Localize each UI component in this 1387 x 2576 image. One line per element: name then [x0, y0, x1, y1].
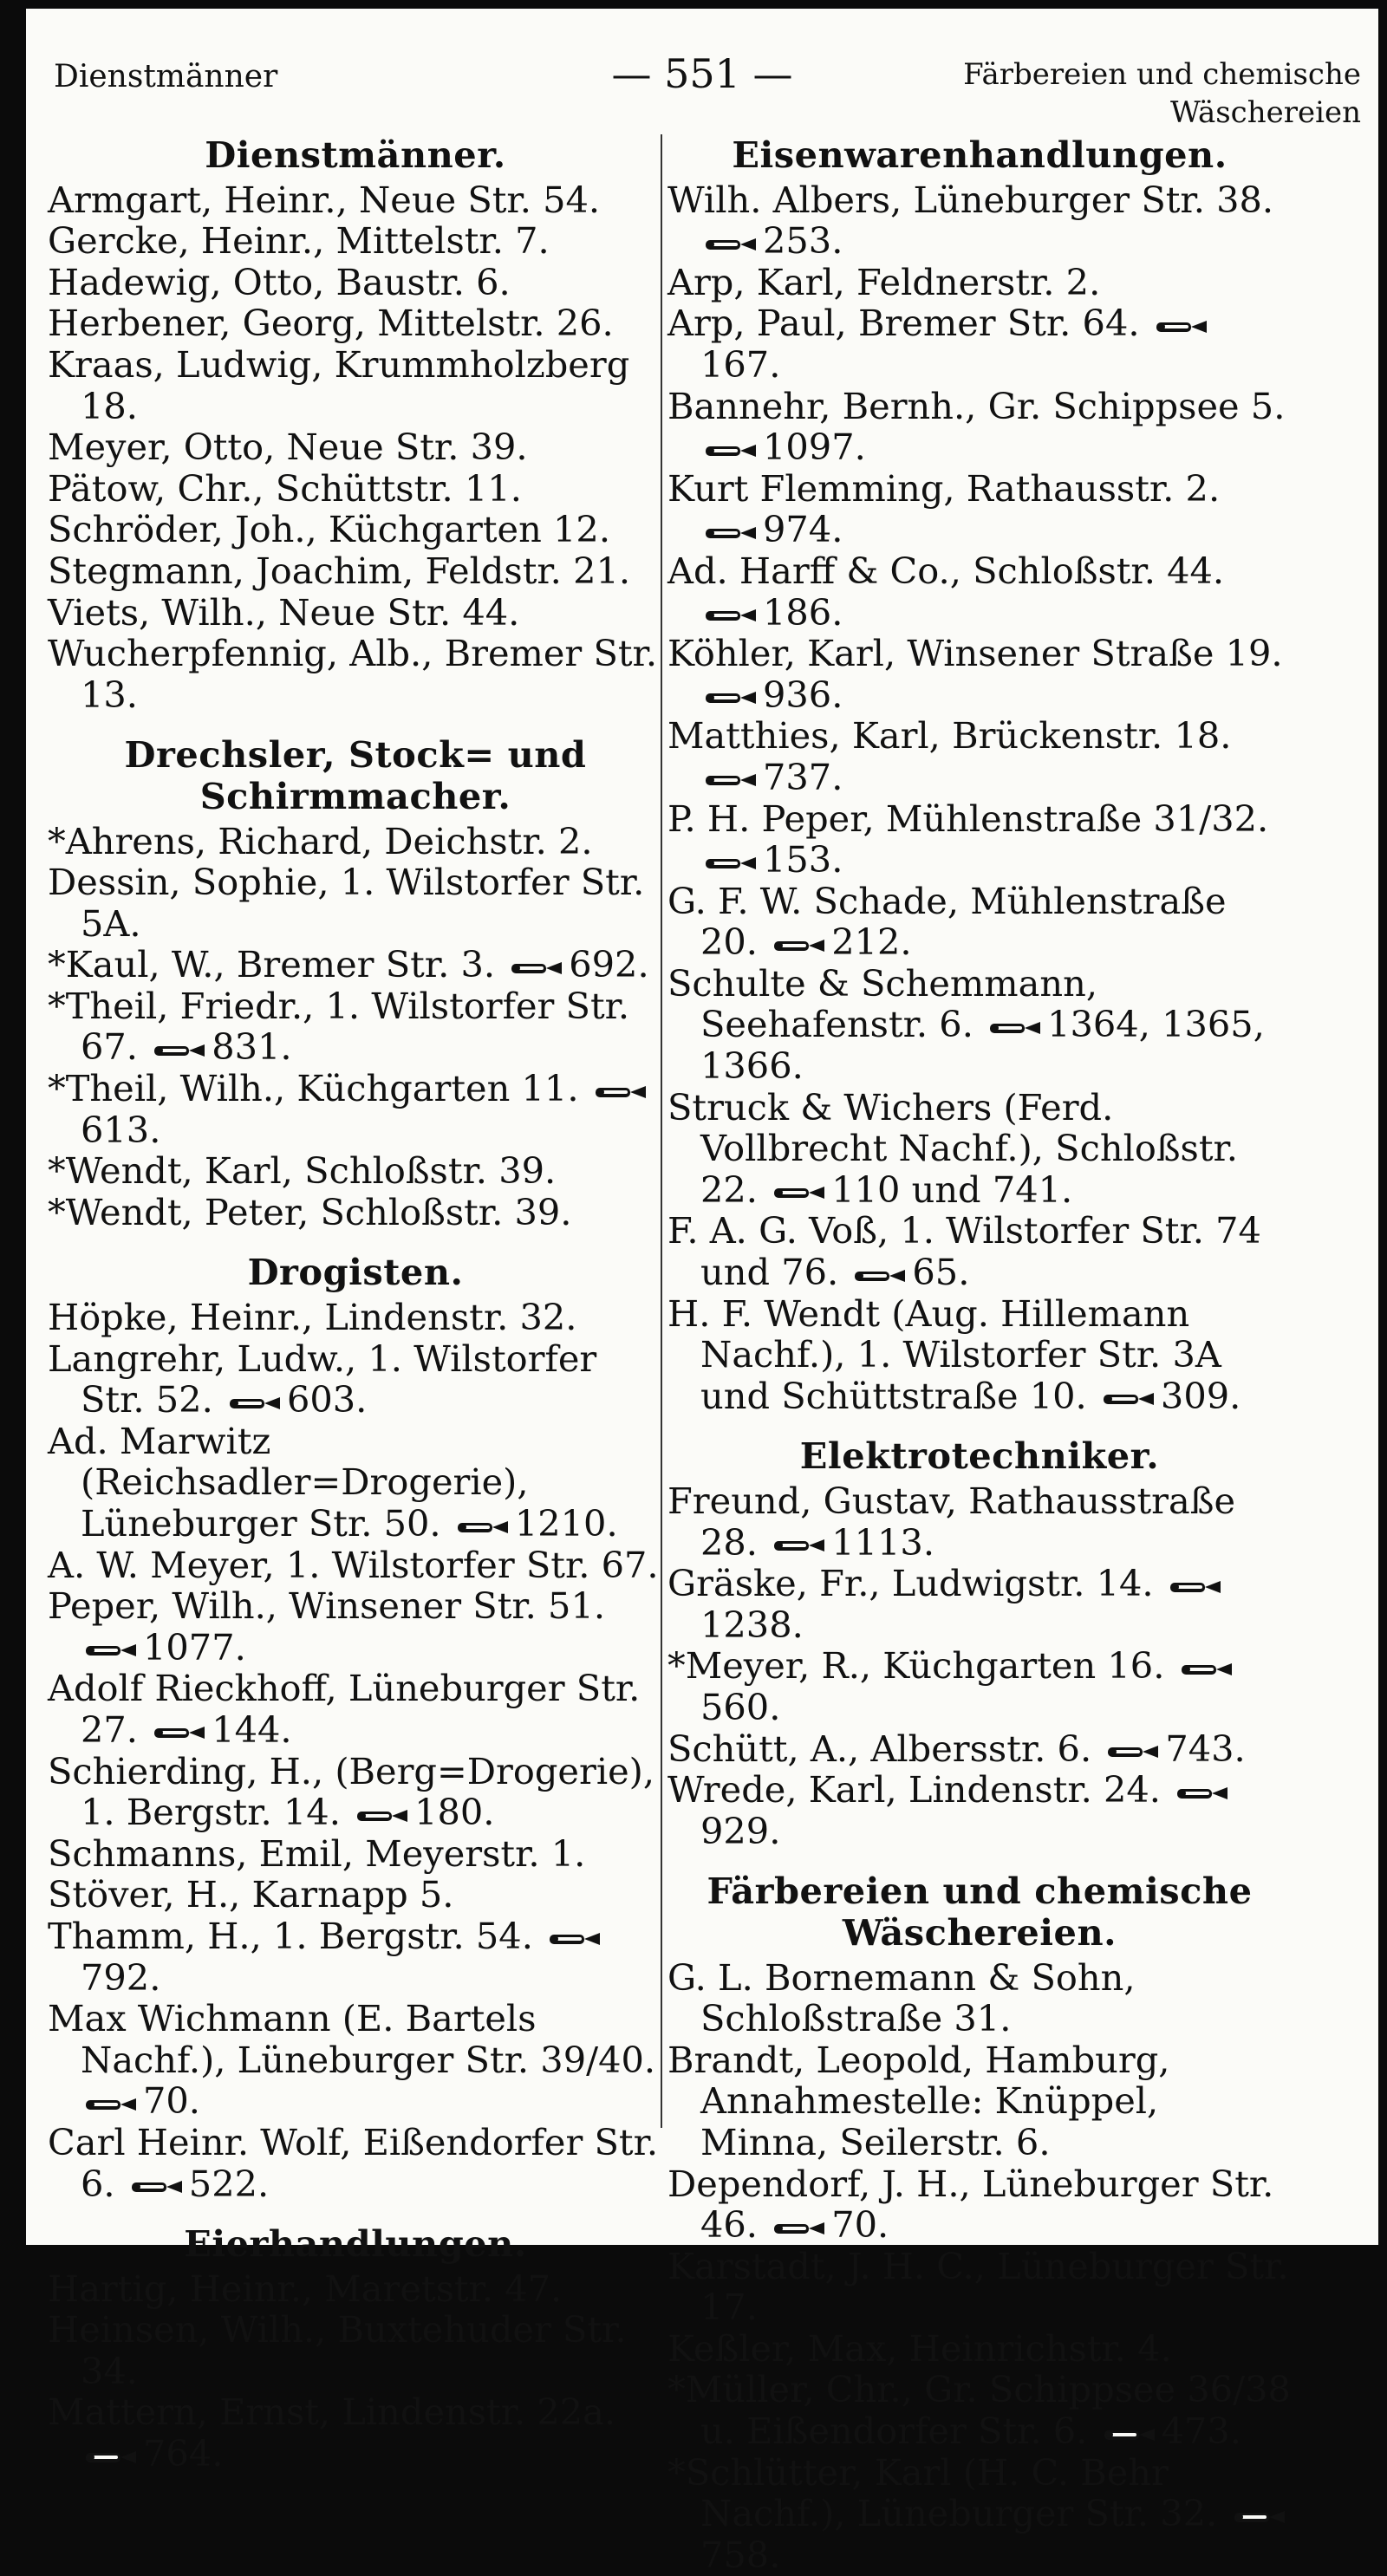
telephone-icon [84, 1641, 138, 1660]
telephone-icon [772, 936, 826, 955]
telephone-icon [153, 1041, 206, 1060]
telephone-icon [1106, 1742, 1160, 1761]
directory-entry: *Schlütter, Karl (H. C. Behr Nachf.), Lüneburger Str. 32. 758. [667, 2452, 1292, 2576]
directory-entry: G. L. Bornemann & Sohn, Schloßstraße 31. [667, 1955, 1136, 2040]
telephone-icon [772, 2219, 826, 2238]
directory-entry: *Theil, Friedr., 1. Wilstorfer Str. 67. 831. [48, 984, 630, 1069]
directory-entry: F. A. G. Voß, 1. Wilstorfer Str. 74 und 76. 65. [667, 1209, 1261, 1294]
telephone-icon [130, 2177, 184, 2196]
directory-entry: *Müller, Chr., Gr. Schippsee 36/38 u. Eißendorfer Str. 6. 473. [667, 2368, 1291, 2453]
directory-entry: Gercke, Heinr., Mittelstr. 7. [48, 219, 550, 263]
header-right-line1: Färbereien und chemische [963, 57, 1361, 92]
section-heading: Drechsler, Stock= und Schirmmacher. [124, 733, 587, 817]
directory-entry: Schierding, H., (Berg=Drogerie), 1. Bergstr. 14. 180. [48, 1749, 655, 1834]
directory-entry: Wilh. Albers, Lüneburger Str. 38. 253. [667, 178, 1274, 263]
telephone-icon [772, 1536, 826, 1555]
left-column [48, 134, 663, 2475]
directory-entry: P. H. Peper, Mühlenstraße 31/32. 153. [667, 797, 1269, 881]
directory-entry: Herbener, Georg, Mittelstr. 26. [48, 302, 614, 345]
section-heading: Eierhandlungen. [184, 2222, 527, 2266]
directory-entry: Wucherpfennig, Alb., Bremer Str. 13. [48, 632, 658, 716]
directory-entry: Adolf Rieckhoff, Lüneburger Str. 27. 144. [48, 1667, 641, 1751]
directory-entry: Höpke, Heinr., Lindenstr. 32. [48, 1296, 577, 1339]
directory-entry: Gräske, Fr., Ludwigstr. 14. 1238. [667, 1563, 1292, 1645]
telephone-icon [704, 771, 758, 790]
directory-entry: Karstadt, J. H. C., Lüneburger Str. 17. [667, 2244, 1289, 2329]
telephone-icon [704, 441, 758, 460]
directory-entry: Viets, Wilh., Neue Str. 44. [48, 590, 520, 634]
directory-entry: Köhler, Karl, Winsener Straße 19. 936. [667, 632, 1283, 716]
section-heading: Eisenwarenhandlungen. [732, 133, 1227, 176]
telephone-icon [772, 1183, 826, 1202]
directory-entry: Langrehr, Ludw., 1. Wilstorfer Str. 52. 603. [48, 1337, 597, 1421]
directory-entry: Carl Heinr. Wolf, Eißendorfer Str. 6. 522. [48, 2120, 659, 2205]
directory-entry: Max Wichmann (E. Bartels Nachf.), Lüneburger Str. 39/40. 70. [48, 1997, 656, 2123]
directory-entry: Hadewig, Otto, Baustr. 6. [48, 260, 511, 303]
directory-entry: H. F. Wendt (Aug. Hillemann Nachf.), 1. Wilstorfer Str. 3A und Schüttstraße 10. 309. [667, 1291, 1241, 1417]
directory-entry: *Meyer, R., Küchgarten 16. 560. [667, 1645, 1292, 1727]
directory-entry: Mattern, Ernst, Lindenstr. 22a. 764. [48, 2391, 616, 2475]
directory-entry: *Ahrens, Richard, Deichstr. 2. [48, 819, 593, 862]
telephone-icon [1169, 1577, 1222, 1597]
telephone-icon [988, 1018, 1042, 1038]
directory-entry: Pätow, Chr., Schüttstr. 11. [48, 466, 522, 510]
telephone-icon [84, 2095, 138, 2114]
directory-entry: Peper, Wilh., Winsener Str. 51. 1077. [48, 1584, 606, 1669]
telephone-icon [1175, 1784, 1229, 1803]
directory-entry: Struck & Wichers (Ferd. Vollbrecht Nachf.), Schloßstr. 22. 110 und 741. [667, 1085, 1238, 1211]
telephone-icon [704, 854, 758, 873]
telephone-icon [594, 1083, 648, 1102]
directory-entry: A. W. Meyer, 1. Wilstorfer Str. 67. [48, 1543, 659, 1586]
directory-entry: Hartig, Heinr., Maretstr. 47. [48, 2267, 563, 2310]
section-heading: Färbereien und chemische Wäschereien. [707, 1870, 1253, 1954]
header-left-title: Dienstmänner [54, 59, 278, 94]
directory-entry: Freund, Gustav, Rathausstraße 28. 1113. [667, 1480, 1236, 1564]
page-number: — 551 — [611, 50, 793, 97]
directory-entry: Heinsen, Wilh., Buxtehuder Str. 34. [48, 2308, 627, 2392]
directory-entry: Thamm, H., 1. Bergstr. 54. 792. [48, 1916, 663, 1998]
directory-entry: Wrede, Karl, Lindenstr. 24. 929. [667, 1769, 1292, 1851]
directory-entry: Dessin, Sophie, 1. Wilstorfer Str. 5A. [48, 861, 645, 945]
directory-entry: *Kaul, W., Bremer Str. 3. 692. [48, 943, 649, 986]
directory-entry: Stegmann, Joachim, Feldstr. 21. [48, 549, 631, 592]
section-heading: Elektrotechniker. [799, 1434, 1160, 1478]
directory-entry: Armgart, Heinr., Neue Str. 54. [48, 178, 601, 221]
telephone-icon [510, 959, 563, 978]
directory-entry: Stöver, H., Karnapp 5. [48, 1873, 454, 1916]
telephone-icon [228, 1394, 282, 1413]
header-right-line2: Wäschereien [1169, 95, 1361, 130]
directory-entry: Brandt, Leopold, Hamburg, Annahmestelle: Knüppel, Minna, Seilerstr. 6. [667, 2038, 1170, 2163]
directory-entry: G. F. W. Schade, Mühlenstraße 20. 212. [667, 879, 1227, 964]
telephone-icon [1102, 1389, 1156, 1408]
directory-entry: Matthies, Karl, Brückenstr. 18. 737. [667, 714, 1232, 798]
directory-entry: Arp, Karl, Feldnerstr. 2. [667, 260, 1101, 303]
directory-entry: Arp, Paul, Bremer Str. 64. 167. [667, 302, 1292, 385]
directory-page [26, 9, 1378, 2576]
directory-entry: *Wendt, Karl, Schloßstr. 39. [48, 1149, 557, 1193]
telephone-icon [853, 1266, 907, 1285]
section-heading: Drogisten. [247, 1251, 464, 1294]
directory-entry: Kurt Flemming, Rathausstr. 2. 974. [667, 466, 1221, 551]
directory-entry: Keßler, Max, Heinrichstr. 4. [667, 2326, 1172, 2370]
directory-entry: Ad. Marwitz (Reichsadler=Drogerie), Lüneburger Str. 50. 1210. [48, 1419, 618, 1545]
telephone-icon [84, 2448, 138, 2467]
directory-entry: Schulte & Schemmann, Seehafenstr. 6. 1364, 1365, 1366. [667, 961, 1265, 1088]
directory-entry: Dependorf, J. H., Lüneburger Str. 46. 70. [667, 2162, 1274, 2247]
directory-entry: *Wendt, Peter, Schloßstr. 39. [48, 1190, 572, 1233]
telephone-icon [1103, 2425, 1156, 2444]
telephone-icon [1155, 317, 1208, 336]
directory-entry: Meyer, Otto, Neue Str. 39. [48, 426, 528, 469]
directory-entry: *Theil, Wilh., Küchgarten 11. 613. [48, 1068, 663, 1150]
column-divider [661, 134, 662, 2128]
page-header [26, 43, 1378, 147]
directory-entry: Schütt, A., Albersstr. 6. 743. [667, 1727, 1246, 1770]
telephone-icon [548, 1929, 602, 1948]
directory-entry: Schmanns, Emil, Meyerstr. 1. [48, 1831, 586, 1875]
directory-entry: Schröder, Joh., Küchgarten 12. [48, 508, 611, 551]
telephone-icon [704, 524, 758, 543]
directory-entry: Bannehr, Bernh., Gr. Schippsee 5. 1097. [667, 384, 1286, 469]
telephone-icon [704, 606, 758, 625]
header-right-title [876, 55, 1361, 132]
telephone-icon [704, 235, 758, 254]
telephone-icon [704, 688, 758, 707]
telephone-icon [456, 1518, 510, 1537]
telephone-icon [355, 1806, 409, 1825]
directory-entry: Kraas, Ludwig, Krummholzberg 18. [48, 342, 630, 427]
section-heading: Dienstmänner. [205, 133, 506, 176]
telephone-icon [1180, 1660, 1234, 1679]
directory-entry: Ad. Harff & Co., Schloßstr. 44. 186. [667, 549, 1225, 634]
right-column [667, 134, 1292, 2575]
telephone-icon [1233, 2508, 1286, 2527]
telephone-icon [153, 1723, 206, 1742]
